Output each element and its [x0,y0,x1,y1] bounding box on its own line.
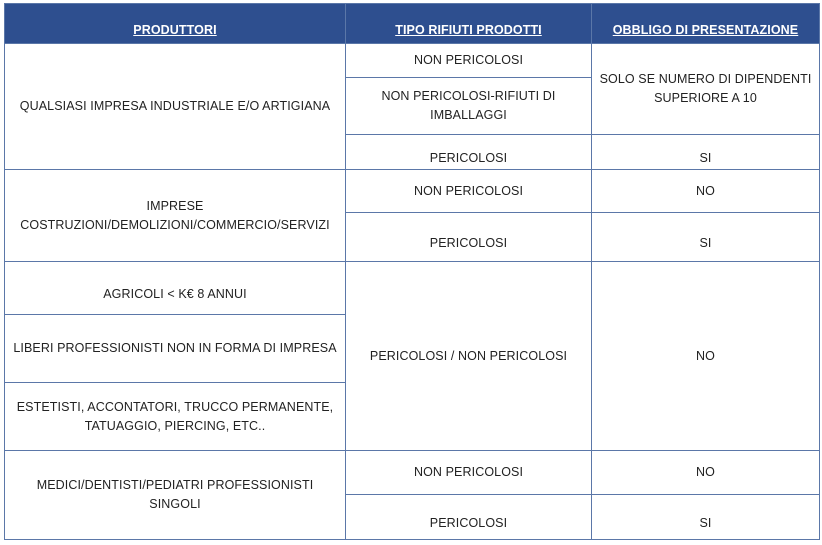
waste-type-cell: PERICOLOSI [346,213,592,262]
waste-type-cell: PERICOLOSI [346,495,592,540]
obligation-cell: NO [592,262,820,451]
producer-cell: QUALSIASI IMPRESA INDUSTRIALE E/O ARTIGIANA [5,44,346,170]
producers-table [4,3,820,540]
waste-type-cell: NON PERICOLOSI [346,451,592,495]
waste-type-cell: PERICOLOSI / NON PERICOLOSI [346,262,592,451]
table-row [5,44,820,78]
table-row [5,451,820,495]
header-row [5,4,820,44]
obligation-cell: SI [592,495,820,540]
obligation-cell: SI [592,135,820,170]
producer-cell: LIBERI PROFESSIONISTI NON IN FORMA DI IMPRESA [5,315,346,383]
header-waste-type: TIPO RIFIUTI PRODOTTI [346,4,592,44]
producer-cell: ESTETISTI, ACCONTATORI, TRUCCO PERMANENTE, TATUAGGIO, PIERCING, ETC.. [5,383,346,451]
header-obligation: OBBLIGO DI PRESENTAZIONE [592,4,820,44]
waste-type-cell: NON PERICOLOSI-RIFIUTI DI IMBALLAGGI [346,78,592,135]
waste-type-cell: NON PERICOLOSI [346,170,592,213]
producer-cell: MEDICI/DENTISTI/PEDIATRI PROFESSIONISTI SINGOLI [5,451,346,540]
table-row [5,262,820,315]
header-producers: PRODUTTORI [5,4,346,44]
producer-cell: AGRICOLI < K€ 8 ANNUI [5,262,346,315]
obligation-cell: NO [592,451,820,495]
obligation-cell: NO [592,170,820,213]
obligation-cell: SI [592,213,820,262]
waste-type-cell: PERICOLOSI [346,135,592,170]
obligation-cell: SOLO SE NUMERO DI DIPENDENTI SUPERIORE A 10 [592,44,820,135]
producer-cell: IMPRESE COSTRUZIONI/DEMOLIZIONI/COMMERCIO/SERVIZI [5,170,346,262]
table-row [5,170,820,213]
waste-type-cell: NON PERICOLOSI [346,44,592,78]
